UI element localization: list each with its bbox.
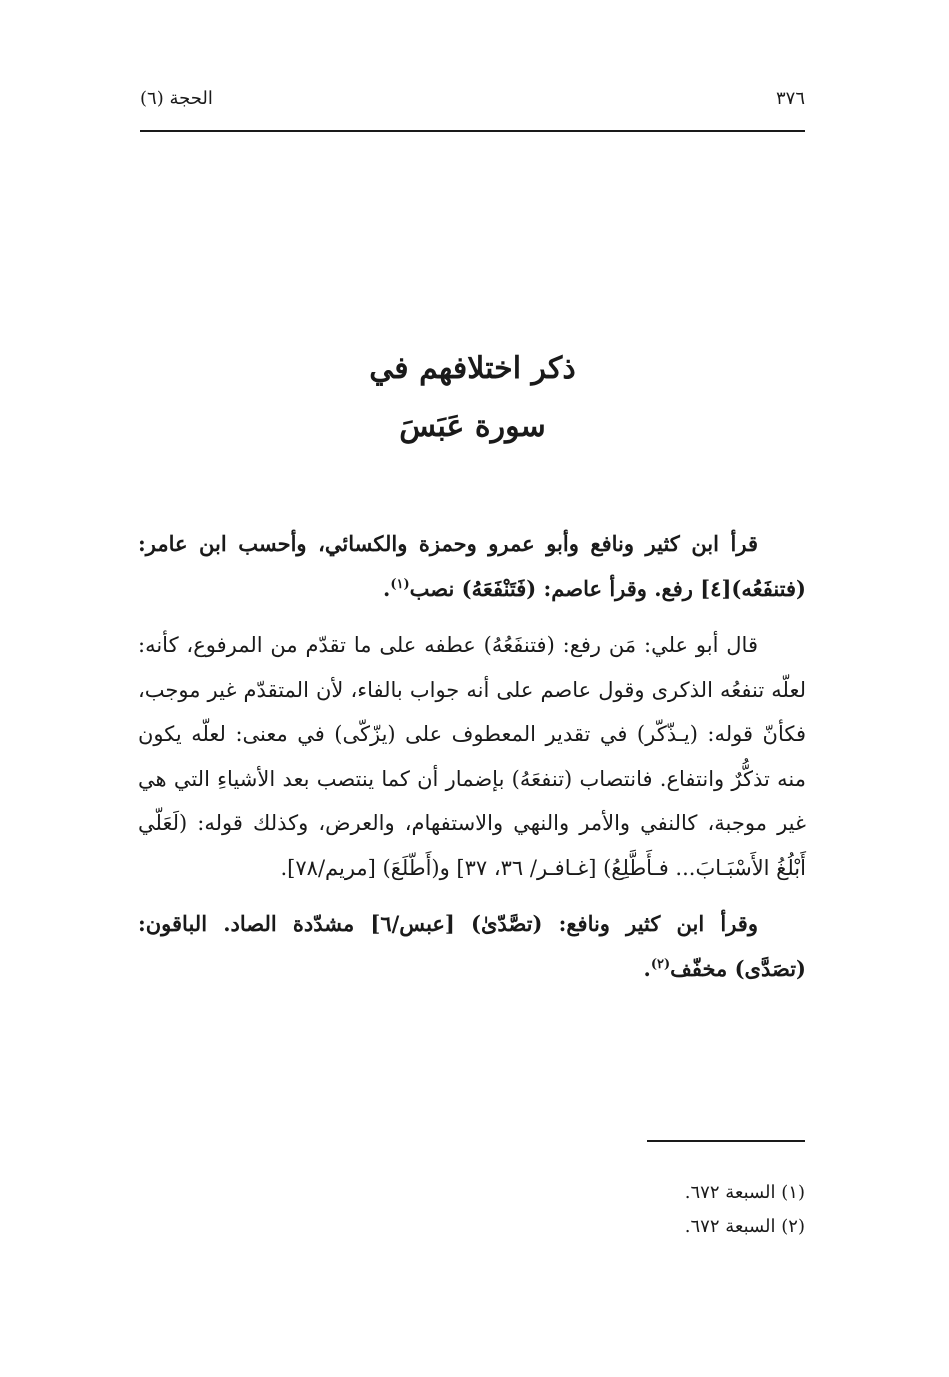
heading-line-1: ذكر اختلافهم في [369,351,576,386]
paragraph-end: . [643,955,651,981]
page-number: ٣٧٦ [775,88,805,109]
heading-line-2: سورة عَبَسَ [399,409,546,444]
running-head [140,88,805,118]
paragraph-text: قال أبو علي: مَن رفع: (فتنفَعُهُ) عطفه على ما تقدّم من المرفوع، كأنه: لعلّه تنفعُه الذكرى وقول عاصم على أنه جواب بالفاء، لأن المتقدّم غير موجب، فكأنّ قوله: (يـذّكّر) في تقدير المعطوف على (يزّكّى) في معنى: لعلّه يكون منه تذكُّرٌ وانتفاع. فانتصاب (تنفعَهُ) بإضمار أن كما ينتصب بعد الأشياءِ التي هي غير موجبة، كالنفي والأمر والنهي والاستفهام، والعرض، وكذلك قوله: (لَعَلّي أَبْلُغُ الأَسْبَـابَ... فـأَطَّلِعُ) [غـافـر/ ٣٦، ٣٧] و(أَطّلَعَ) [مريم/٧٨]. [138,633,806,880]
paragraph-text: وقرأ ابن كثير ونافع: (تصَّدّىٰ) [عبس/٦] مشدّدة الصاد. الباقون: (تصَدَّى) مخفّف [138,911,806,981]
footnote-item: (٢) السبعة ٦٧٢. [684,1216,805,1237]
footnote-reference: (٢) [650,956,671,972]
body-text [138,522,806,1003]
paragraph-readings [138,522,806,611]
header-divider [140,130,805,132]
chapter-heading [140,340,805,456]
paragraph-end: . [383,575,391,601]
footnotes [140,1176,805,1244]
book-title: الحجة (٦) [140,88,213,109]
paragraph-readings-2 [138,902,806,991]
footnote-reference: (١) [390,576,410,592]
footnote-divider [647,1140,805,1142]
footnote-item: (١) السبعة ٦٧٢. [684,1182,805,1203]
paragraph-commentary [138,623,806,890]
paragraph-text: قرأ ابن كثير ونافع وأبو عمرو وحمزة والكسائي، وأحسب ابن عامر: (فتنفَعُه)[٤] رفع. وقرأ عاصم: (فَتَنْفَعَهُ) نصب [138,531,806,601]
